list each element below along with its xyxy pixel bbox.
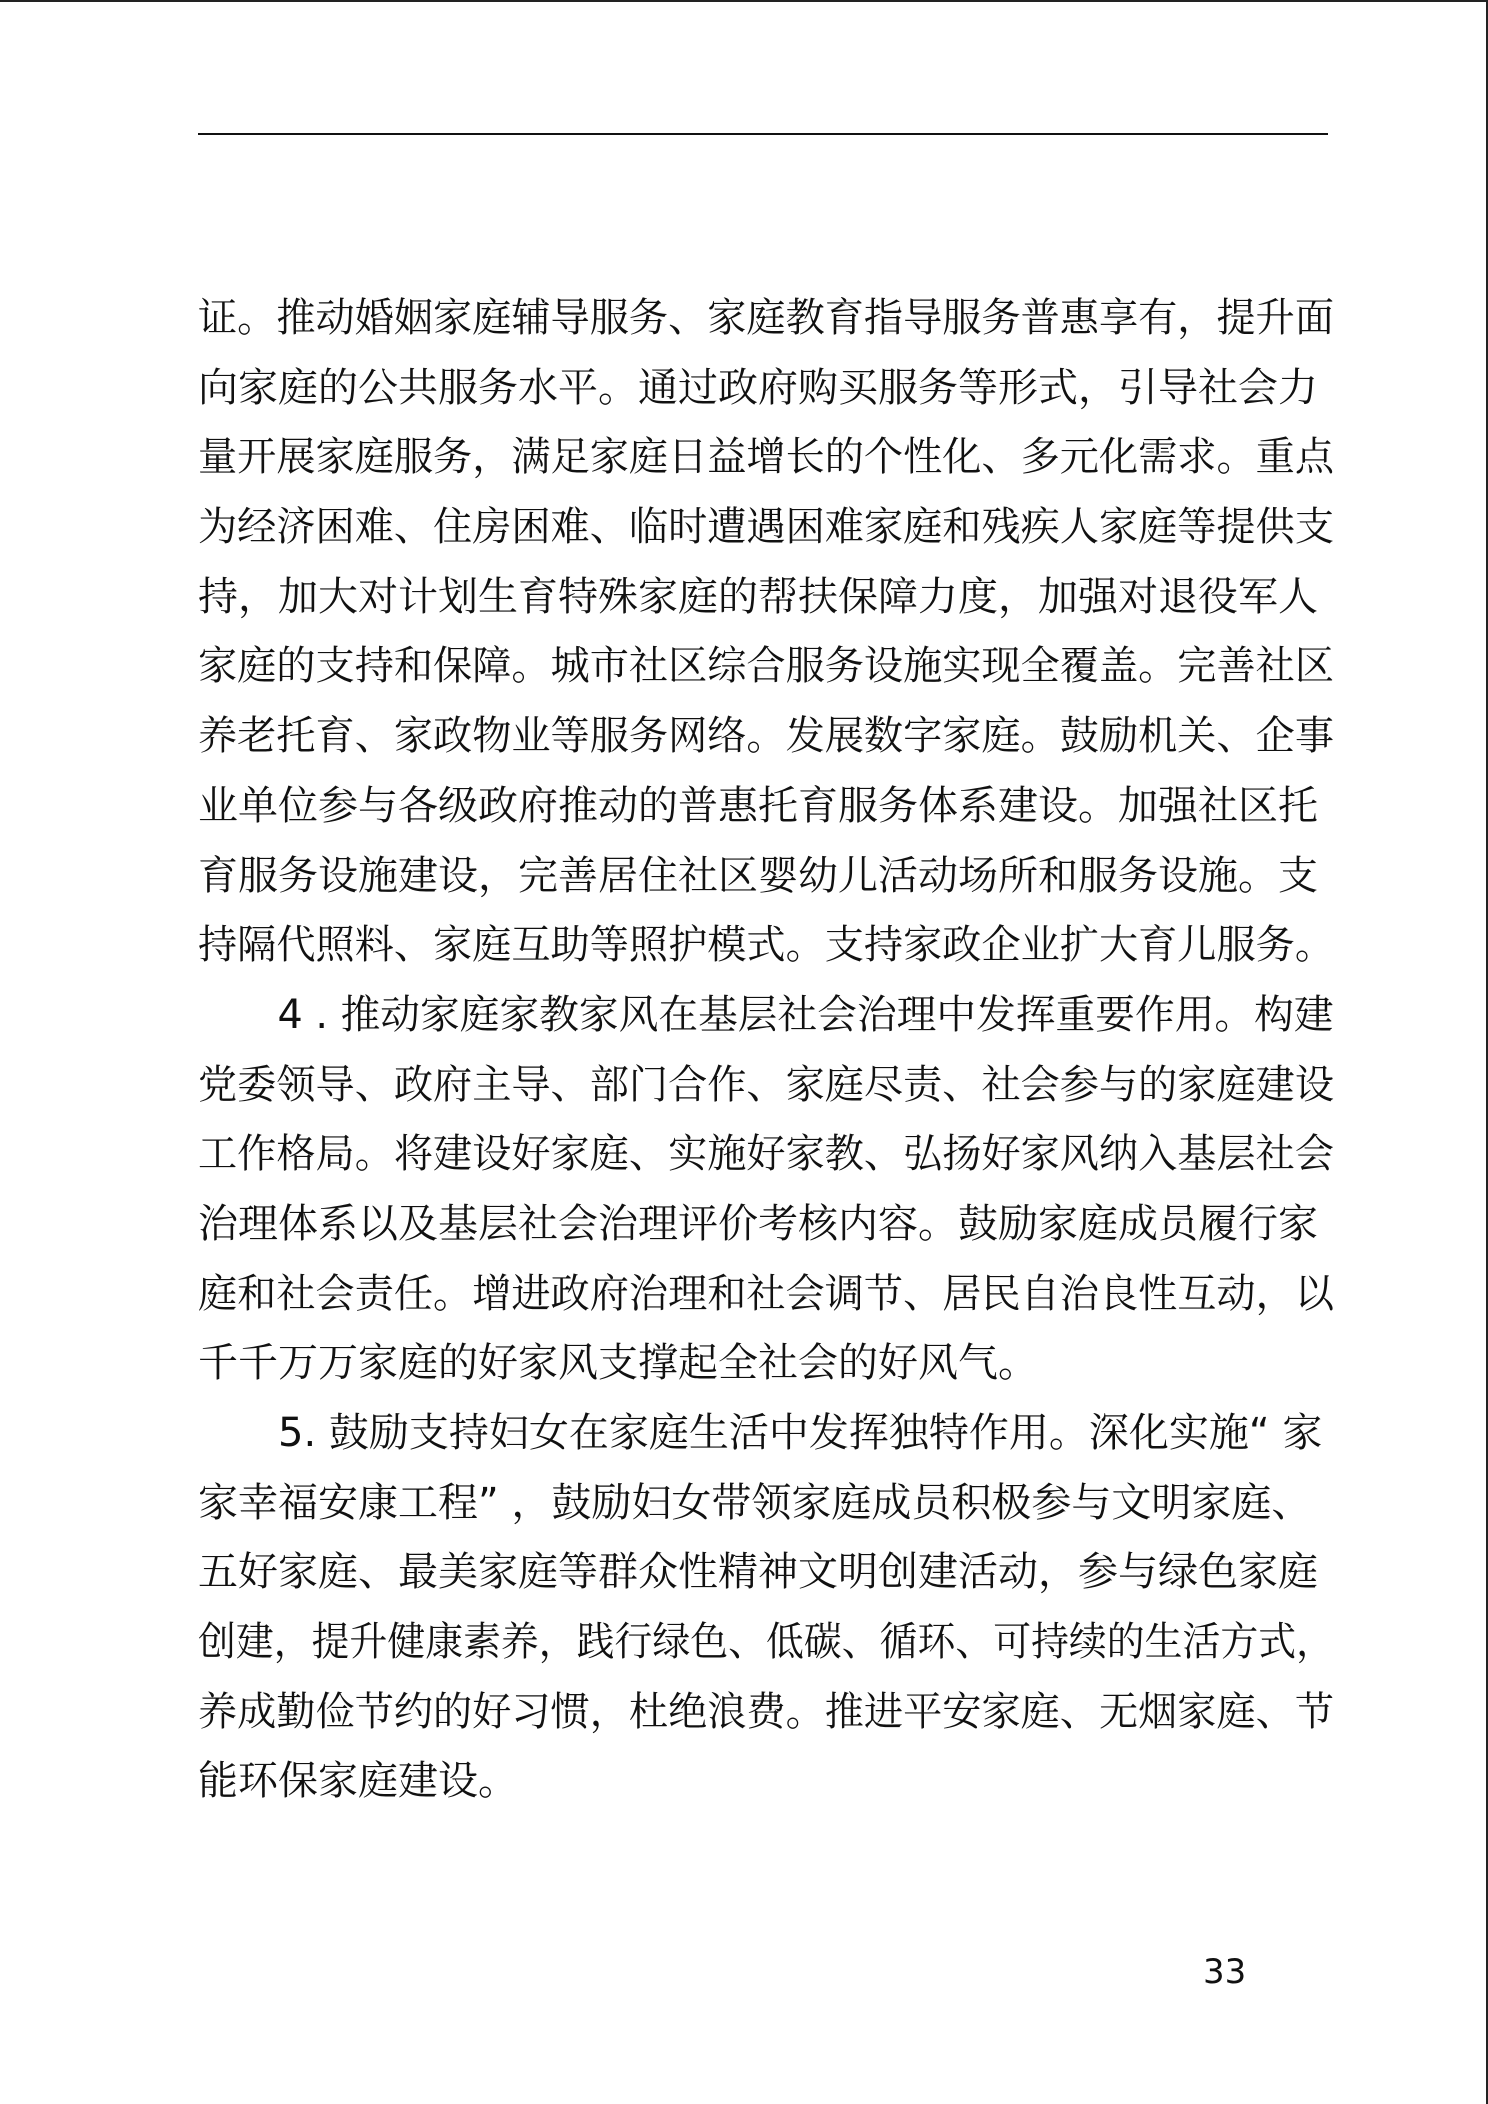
paragraph-3 (198, 1399, 1334, 1817)
text-line: 4 . 推动家庭家教家风在基层社会治理中发挥重要作用。构建 (198, 991, 1334, 1038)
text-line: 育服务设施建设，完善居住社区婴幼儿活动场所和服务设施。支 (198, 852, 1318, 899)
paragraph-1 (198, 284, 1334, 981)
text-line: 养成勤俭节约的好习惯，杜绝浪费。推进平安家庭、无烟家庭、节 (198, 1688, 1334, 1735)
text-line: 创建，提升健康素养，践行绿色、低碳、循环、可持续的生活方式， (198, 1619, 1334, 1666)
page-number: 33 (1203, 1952, 1247, 1992)
text-line: 持隔代照料、家庭互助等照护模式。支持家政企业扩大育儿服务。 (198, 922, 1334, 969)
text-line: 量开展家庭服务，满足家庭日益增长的个性化、多元化需求。重点 (198, 434, 1334, 481)
header-rule (198, 133, 1328, 135)
text-line: 向家庭的公共服务水平。通过政府购买服务等形式，引导社会力 (198, 364, 1318, 411)
paragraph-2 (198, 981, 1334, 1399)
text-line: 五好家庭、最美家庭等群众性精神文明创建活动，参与绿色家庭 (198, 1549, 1318, 1596)
text-line: 治理体系以及基层社会治理评价考核内容。鼓励家庭成员履行家 (198, 1200, 1318, 1247)
text-line: 证。推动婚姻家庭辅导服务、家庭教育指导服务普惠享有，提升面 (198, 295, 1334, 341)
text-line: 养老托育、家政物业等服务网络。发展数字家庭。鼓励机关、企事 (198, 713, 1334, 760)
text-line: 能环保家庭建设。 (198, 1758, 518, 1805)
body-text (198, 284, 1334, 1817)
text-line: 业单位参与各级政府推动的普惠托育服务体系建设。加强社区托 (198, 782, 1318, 829)
text-line: 5. 鼓励支持妇女在家庭生活中发挥独特作用。深化实施“ 家 (198, 1410, 1323, 1456)
text-line: 持，加大对计划生育特殊家庭的帮扶保障力度，加强对退役军人 (198, 573, 1318, 620)
text-line: 庭和社会责任。增进政府治理和社会调节、居民自治良性互动，以 (198, 1270, 1334, 1317)
text-line: 家庭的支持和保障。城市社区综合服务设施实现全覆盖。完善社区 (198, 643, 1334, 690)
text-line: 工作格局。将建设好家庭、实施好家教、弘扬好家风纳入基层社会 (198, 1131, 1334, 1178)
text-line: 千千万万家庭的好家风支撑起全社会的好风气。 (198, 1340, 1038, 1387)
text-line: 为经济困难、住房困难、临时遭遇困难家庭和残疾人家庭等提供支 (198, 504, 1334, 551)
text-line: 家幸福安康工程” ，鼓励妇女带领家庭成员积极参与文明家庭、 (198, 1479, 1312, 1526)
text-line: 党委领导、政府主导、部门合作、家庭尽责、社会参与的家庭建设 (198, 1061, 1334, 1108)
